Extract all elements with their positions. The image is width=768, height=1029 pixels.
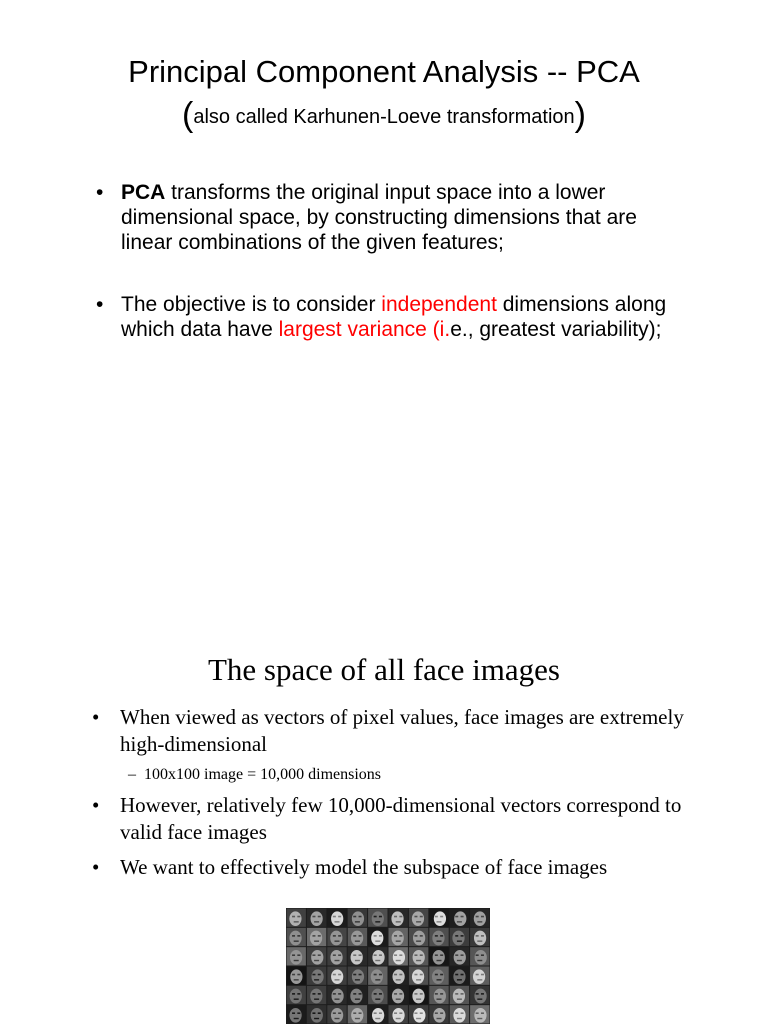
slide-face-space [0,640,768,1024]
face-thumbnail [327,967,346,985]
face-thumbnail [389,947,408,965]
bullet-icon: • [92,855,100,879]
face-thumbnail [327,928,346,946]
face-thumbnail [409,928,428,946]
open-paren: ( [182,96,194,134]
face-thumbnail [307,947,326,965]
face-thumbnail [307,967,326,985]
bullet-icon: • [92,793,100,817]
face-thumbnail [307,986,326,1004]
face-thumbnail [450,986,469,1004]
slide-title: The space of all face images [207,652,560,687]
bullet-high-dimensional [92,704,692,758]
face-thumbnail [389,1005,408,1023]
face-thumbnail [389,986,408,1004]
face-thumbnail [348,909,367,927]
face-thumbnail [348,967,367,985]
bullet-icon: • [92,705,100,729]
face-thumbnail [409,967,428,985]
face-thumbnail [368,947,387,965]
subtitle-text: also called Karhunen-Loeve transformation [193,106,575,128]
face-thumbnail [348,986,367,1004]
bullet-pca-definition [96,180,686,255]
sub-bullet-dimensions [128,765,381,785]
face-thumbnail [429,986,448,1004]
bullet-text: The objective is to consider [121,293,382,316]
bullet-few-valid [92,792,692,846]
sub-bullet-text: 100x100 image = 10,000 dimensions [144,766,382,783]
face-thumbnail [450,1005,469,1023]
face-thumbnail [287,1005,306,1023]
bullet-text: dimensions along which data have [121,293,667,341]
face-thumbnail [348,928,367,946]
dash-icon: – [128,766,136,783]
face-thumbnail [368,928,387,946]
face-thumbnail [409,909,428,927]
bullet-text: We want to effectively model the subspace of face images [120,855,608,879]
slide-subtitle [0,96,768,136]
face-thumbnail [450,967,469,985]
face-thumbnail [409,947,428,965]
face-thumbnail [470,986,489,1004]
bullet-model-subspace [92,854,692,881]
face-thumbnail [327,909,346,927]
face-thumbnail [389,967,408,985]
face-thumbnail [409,1005,428,1023]
bullet-pca-objective [96,292,686,342]
face-thumbnail [287,928,306,946]
face-thumbnail [450,909,469,927]
face-thumbnail [307,909,326,927]
face-thumbnail [470,947,489,965]
face-thumbnail [327,1005,346,1023]
face-thumbnail [429,967,448,985]
face-thumbnail [327,986,346,1004]
close-paren: ) [574,96,586,134]
pca-term: PCA [121,181,166,204]
face-thumbnail [470,928,489,946]
face-thumbnail [470,967,489,985]
highlight-largest-variance: largest variance (i. [278,318,451,341]
face-thumbnail [429,909,448,927]
face-thumbnail [287,967,306,985]
face-thumbnail [429,947,448,965]
bullet-icon: • [96,181,104,204]
face-thumbnail [287,947,306,965]
face-thumbnail [470,1005,489,1023]
face-thumbnail [450,928,469,946]
face-thumbnail [287,909,306,927]
bullet-text: When viewed as vectors of pixel values, face images are extremely high-dimensional [120,705,684,756]
face-thumbnail [348,1005,367,1023]
face-thumbnail [348,947,367,965]
slide-title: Principal Component Analysis -- PCA [128,54,640,89]
face-thumbnail [450,947,469,965]
face-thumbnail [287,986,306,1004]
highlight-independent: independent [381,293,497,316]
face-thumbnail [389,909,408,927]
face-thumbnails [286,908,490,1024]
bullet-text: transforms the original input space into a lower dimensional space, by constructing dimensions that are linear combinations of the given features; [121,181,637,254]
face-thumbnail [368,909,387,927]
face-thumbnail [470,909,489,927]
face-thumbnail [429,1005,448,1023]
face-thumbnail [368,986,387,1004]
face-thumbnail [368,1005,387,1023]
face-thumbnail [429,928,448,946]
bullet-text: However, relatively few 10,000-dimensional vectors correspond to valid face images [120,793,682,844]
face-thumbnail [307,1005,326,1023]
face-thumbnail [307,928,326,946]
face-thumbnail [327,947,346,965]
face-thumbnail [368,967,387,985]
bullet-text: e., greatest variability); [450,318,662,341]
face-thumbnail [389,928,408,946]
bullet-icon: • [96,293,104,316]
face-thumbnail [409,986,428,1004]
face-images-grid [286,908,490,1024]
